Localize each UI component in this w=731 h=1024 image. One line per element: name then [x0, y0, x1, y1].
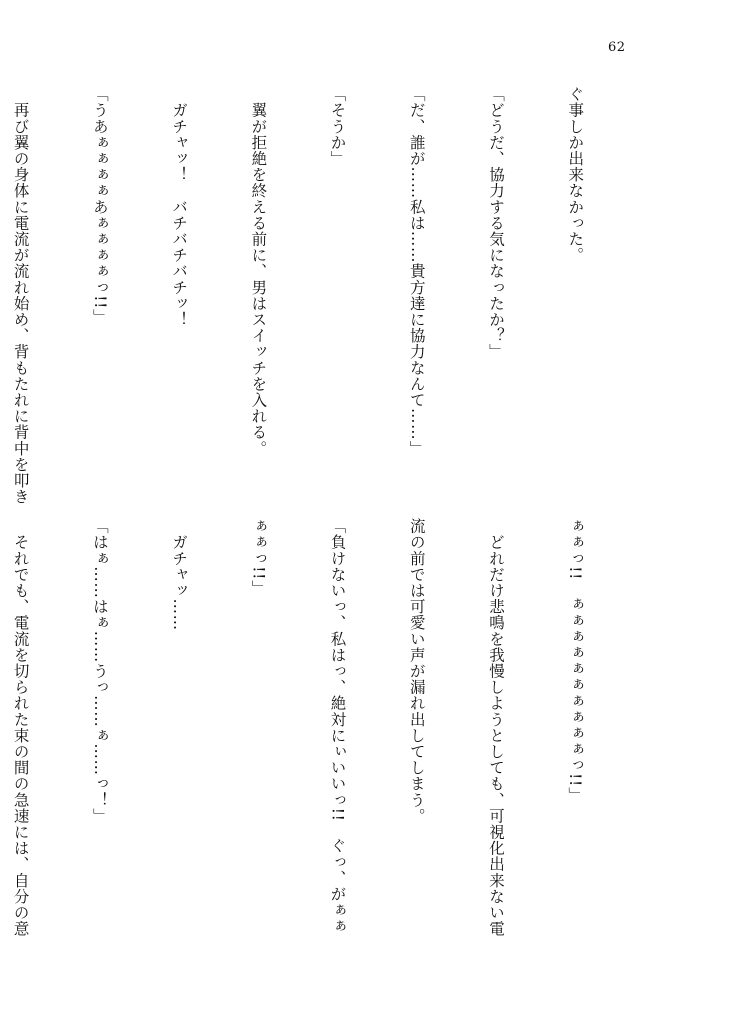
text-line: 流の前では可愛い声が漏れ出してしまう。: [407, 518, 426, 824]
text-block-top: [11, 86, 641, 506]
text-line: ぐ事しか出来なかった。: [566, 86, 585, 264]
text-line: 翼が拒絶を終える前に、男はスイッチを入れる。: [249, 86, 268, 457]
text-line: ガチャッ……: [170, 518, 189, 631]
text-block-bottom: [11, 518, 641, 937]
text-line: それでも、電流を切られた束の間の急速には、自分の意: [11, 518, 30, 937]
text-line: どれだけ悲鳴を我慢しようとしても、可視化出来ない電: [486, 518, 505, 937]
text-line: ガチャッ！ バチバチバチッ！: [170, 86, 189, 328]
text-line: 「どうだ、協力する気になったか？」: [486, 86, 505, 360]
page-number: 62: [608, 40, 626, 55]
text-line: 「そうか」: [328, 86, 347, 167]
text-line: 「うあぁぁぁぁあぁぁぁぁっ!!」: [90, 86, 109, 326]
text-line: 「だ、誰が……私は……貴方達に協力なんて……」: [407, 86, 426, 457]
text-line: ぁぁっ!!」: [249, 518, 268, 597]
text-line: 再び翼の身体に電流が流れ始め、背もたれに背中を叩き: [11, 86, 30, 505]
text-line: 「負けないっ、私はっ、絶対にぃいいっ!! ぐっ、がぁぁ: [328, 518, 347, 935]
text-line: 「はぁ……はぁ……うっ……ぁ……っ！」: [90, 518, 109, 824]
text-line: ぁぁっ!! ぁぁぁぁぁぁぁぁぁぁっ!!」: [566, 518, 585, 803]
